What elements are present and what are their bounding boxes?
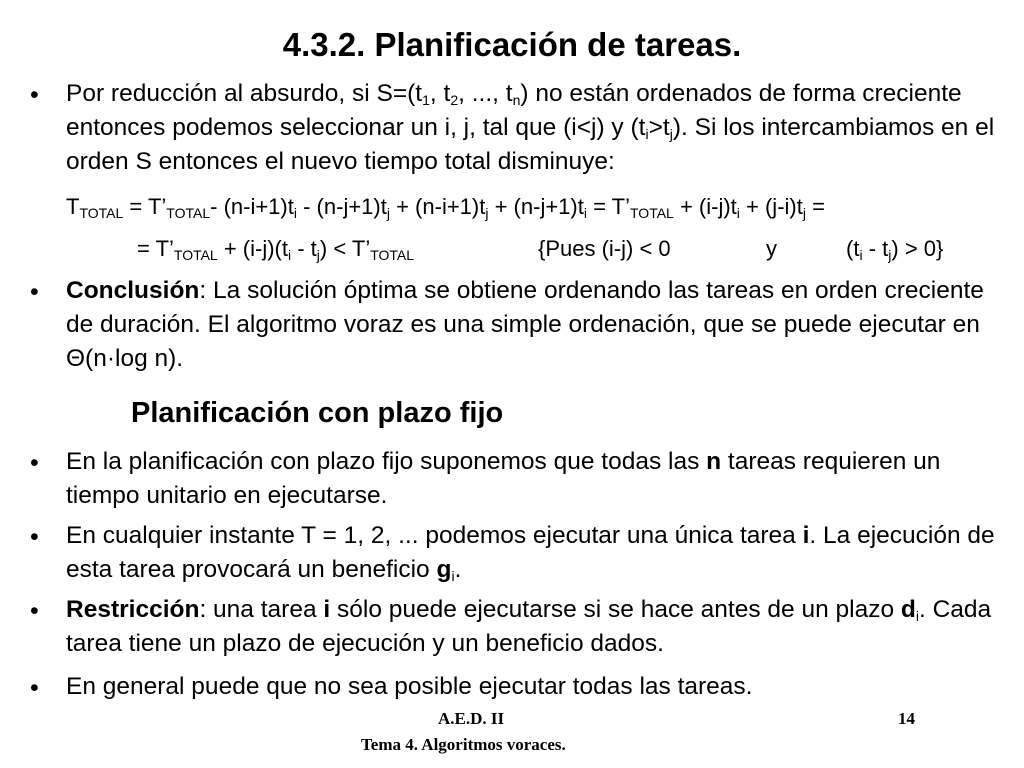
equation-line-2: = $T’_{TOTAL} + (i-j)(t_i - t_j)$ < $T’_{TOTAL}$ bbox=[137, 236, 415, 263]
footer-course: A.E.D. II bbox=[438, 709, 505, 728]
equation-line-1: $T_{TOTAL}$ = $T’_{TOTAL}-$ $(n-i+1)t_i - (n-j+1)t_j + (n-i+1)t_j + (n-j+1)t_i$ = $T’_{TOTAL} + (i-j)t_i + (j-i)t_j$ = bbox=[66, 194, 825, 221]
bullet-2-marker: • bbox=[30, 278, 39, 306]
footer-page-number: 14 bbox=[898, 709, 915, 728]
bullet-4-text: En cualquier instante T = 1, 2, ... podemos ejecutar una única tarea i. La ejecución de esta tarea provocará un beneficio $g_i$. bbox=[66, 522, 995, 584]
section-subtitle: Planificación con plazo fijo bbox=[131, 397, 504, 429]
bullet-1-text: Por reducción al absurdo, si $S=(t_1$, $t_2$, ..., $t_n$) no están ordenados de forma creciente entonces podemos seleccionar un i, j, tal que (i<j) y $(t_i>t_j)$. Si los intercambiamos en el orden S entonces el nuevo tiempo total disminuye: bbox=[66, 80, 995, 175]
bullet-1-marker: • bbox=[30, 81, 39, 109]
bullet-5-text: Restricción: una tarea i sólo puede ejecutarse si se hace antes de un plazo $d_i$. Cada tarea tiene un plazo de ejecución y un beneficio dados. bbox=[66, 596, 992, 657]
bullet-3-marker: • bbox=[30, 449, 39, 477]
bullet-3-text: En la planificación con plazo fijo suponemos que todas las n tareas requieren un tiempo unitario en ejecutarse. bbox=[66, 448, 941, 509]
bullet-2-text: Conclusión: La solución óptima se obtiene ordenando las tareas en orden creciente de duración. El algoritmo voraz es una simple ordenación, que se puede ejecutar en Θ(n·log n). bbox=[66, 277, 984, 372]
bullet-6-text: En general puede que no sea posible ejecutar todas las tareas. bbox=[66, 673, 753, 700]
equation-connector: y bbox=[766, 236, 777, 261]
slide-title: 4.3.2. Planificación de tareas. bbox=[282, 26, 742, 63]
equation-condition-2: $(t_i - t_j) > 0$} bbox=[846, 236, 944, 263]
bullet-4-marker: • bbox=[30, 523, 39, 551]
footer-topic: Tema 4. Algoritmos voraces. bbox=[361, 735, 566, 754]
bullet-6-marker: • bbox=[30, 674, 39, 702]
bullet-5-marker: • bbox=[30, 597, 39, 625]
equation-condition-1: {Pues (i-j) < 0 bbox=[538, 236, 671, 261]
